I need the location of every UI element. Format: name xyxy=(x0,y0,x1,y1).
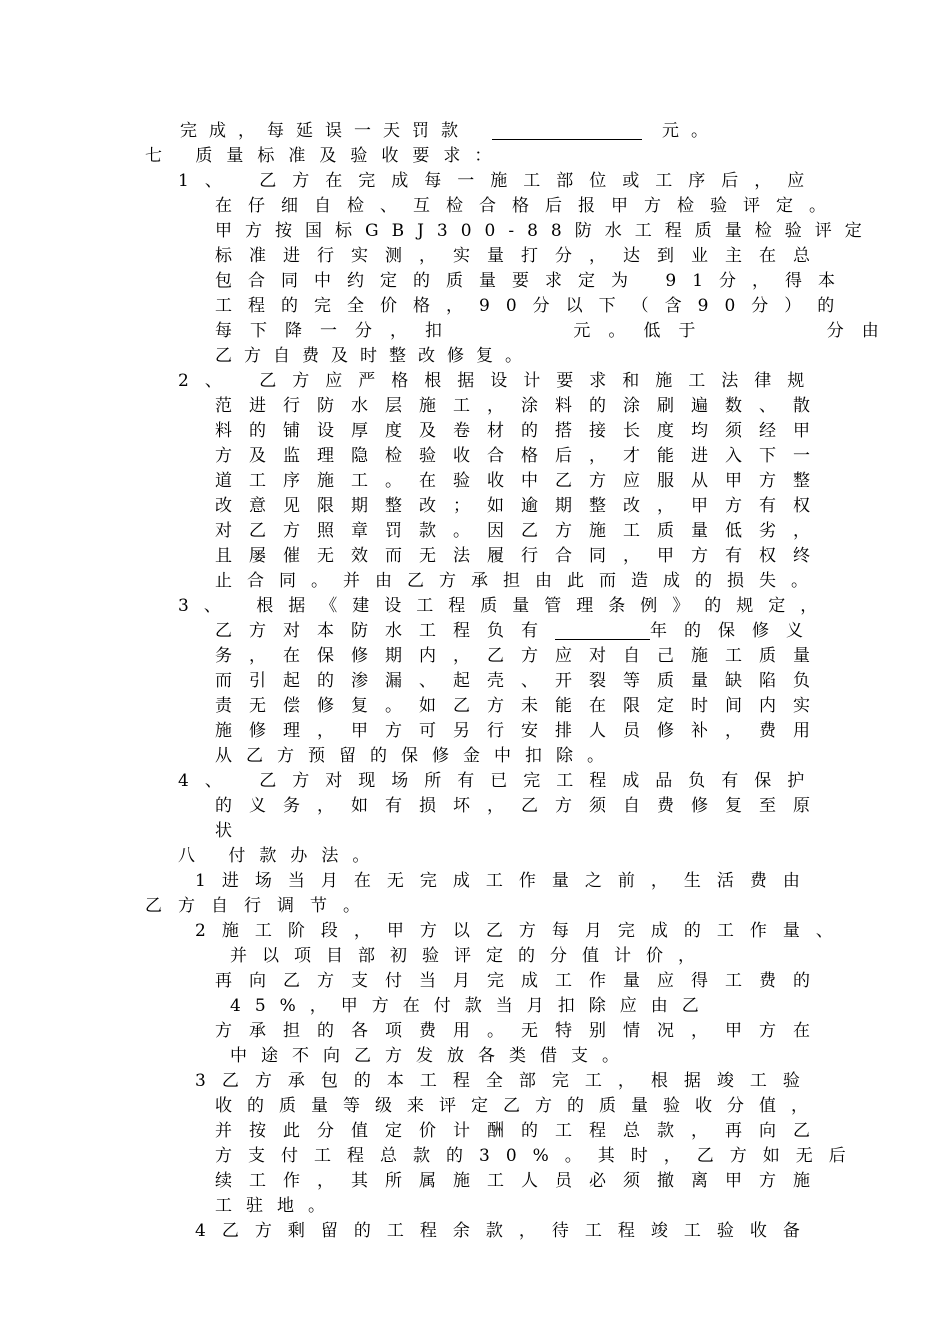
line-text: 且屡催无效而无法履行合同，甲方有权终 xyxy=(215,546,827,566)
line-text: 改意见限期整改；如逾期整改，甲方有权 xyxy=(215,496,827,516)
text-line xyxy=(215,469,827,493)
text-line xyxy=(195,1219,820,1243)
line-text: 每下降一分，扣 元。低于 分由 xyxy=(215,321,897,341)
line-text: 中途不向乙方发放各类借支。 xyxy=(230,1046,633,1066)
line-text: 乙方对本防水工程负有 xyxy=(215,621,555,641)
text-line xyxy=(215,1019,827,1043)
heading-text: 八 付款办法。 xyxy=(178,846,384,866)
text-line xyxy=(215,394,827,418)
text-line xyxy=(215,1169,827,1193)
line-text: 工程的完全价格，90分以下（含90分）的 xyxy=(215,296,851,316)
text-line xyxy=(215,244,827,268)
line-text: 年的保修义 xyxy=(650,621,820,641)
line-text: 4乙方剩留的工程余款，待工程竣工验收备 xyxy=(195,1221,816,1241)
line-text: 对乙方照章罚款。因乙方施工质量低劣， xyxy=(215,521,827,541)
text-line xyxy=(215,194,845,218)
line-text: 2、 乙方应严格根据设计要求和施工法律规 xyxy=(178,371,821,391)
line-text: 3、 根据《建设工程质量管理条例》的规定， xyxy=(178,596,833,616)
text-line xyxy=(178,369,820,393)
fill-blank xyxy=(555,623,650,640)
line-text: 收的质量等级来评定乙方的质量验收分值， xyxy=(215,1096,823,1116)
text-line xyxy=(215,719,827,743)
text-line xyxy=(215,794,827,818)
text-line xyxy=(215,819,232,843)
text-line xyxy=(230,994,713,1018)
line-text: 道工序施工。在验收中乙方应服从甲方整 xyxy=(215,471,827,491)
line-text: 责无偿修复。如乙方未能在限定时间内实 xyxy=(215,696,827,716)
line-text: 方承担的各项费用。无特别情况，甲方在 xyxy=(215,1021,827,1041)
line-text: 的义务，如有损坏，乙方须自费修复至原 xyxy=(215,796,827,816)
line-text: 并以项目部初验评定的分值计价， xyxy=(230,946,710,966)
text-line xyxy=(215,444,827,468)
text-line xyxy=(145,894,376,918)
text-line xyxy=(195,869,820,893)
text-line xyxy=(215,344,534,368)
text-line xyxy=(230,1044,633,1068)
line-text: 完成，每延误一天罚款 xyxy=(180,121,470,141)
line-text: 工驻地。 xyxy=(215,1196,339,1216)
line-text: 并按此分值定价计酬的工程总款，再向乙 xyxy=(215,1121,827,1141)
line-text: 标准进行实测，实量打分，达到业主在总 xyxy=(215,246,827,266)
text-line xyxy=(180,119,720,143)
text-line xyxy=(178,769,820,793)
text-line xyxy=(215,1194,339,1218)
text-line xyxy=(215,619,820,643)
text-line xyxy=(215,494,827,518)
text-line xyxy=(215,519,827,543)
line-text: 45%，甲方在付款当月扣除应由乙 xyxy=(230,996,713,1016)
line-text: 务，在保修期内，乙方应对自己施工质量 xyxy=(215,646,827,666)
line-text: 再向乙方支付当月完成工作量应得工费的 xyxy=(215,971,827,991)
text-line xyxy=(178,594,843,618)
line-text: 1进场当月在无完成工作量之前，生活费由 xyxy=(195,871,816,891)
text-line xyxy=(195,1069,820,1093)
section-heading xyxy=(145,144,505,168)
line-text: 2施工阶段，甲方以乙方每月完成的工作量、 xyxy=(195,921,849,941)
text-line xyxy=(215,544,827,568)
text-line xyxy=(215,269,852,293)
line-text: 乙方自费及时整改修复。 xyxy=(215,346,534,366)
text-line xyxy=(215,1144,862,1168)
line-text: 包合同中约定的质量要求定为 91分，得本 xyxy=(215,271,852,291)
line-text: 元。 xyxy=(662,121,720,141)
line-text: 方及监理隐检验收合格后，才能进入下一 xyxy=(215,446,827,466)
line-text: 料的铺设厚度及卷材的搭接长度均须经甲 xyxy=(215,421,827,441)
text-line xyxy=(195,919,849,943)
text-line xyxy=(215,969,827,993)
text-line xyxy=(215,1094,843,1118)
text-line xyxy=(230,944,710,968)
text-line xyxy=(215,569,840,593)
text-line xyxy=(178,169,820,193)
text-line xyxy=(215,744,618,768)
line-text: 1、 乙方在完成每一施工部位或工序后，应 xyxy=(178,171,821,191)
text-line xyxy=(215,694,827,718)
line-text: 3乙方承包的本工程全部完工，根据竣工验 xyxy=(195,1071,816,1091)
line-text: 从乙方预留的保修金中扣除。 xyxy=(215,746,618,766)
section-heading xyxy=(178,844,383,868)
line-text: 止合同。并由乙方承担由此而造成的损失。 xyxy=(215,571,823,591)
heading-text: 七 质量标准及验收要求： xyxy=(145,146,506,166)
text-line xyxy=(215,669,827,693)
line-text: 在仔细自检、互检合格后报甲方检验评定。 xyxy=(215,196,842,216)
fill-blank xyxy=(492,123,642,140)
text-line xyxy=(215,294,851,318)
line-text: 状 xyxy=(215,821,232,841)
line-text: 甲方按国标GBJ300-88防水工程质量检验评定 xyxy=(215,221,875,241)
line-text: 方支付工程总款的30%。其时，乙方如无后 xyxy=(215,1146,862,1166)
text-line xyxy=(215,419,827,443)
text-line xyxy=(215,1119,827,1143)
line-text: 范进行防水层施工，涂料的涂刷遍数、散 xyxy=(215,396,827,416)
line-text: 乙方自行调节。 xyxy=(145,896,376,916)
text-line xyxy=(215,319,897,343)
line-text: 续工作，其所属施工人员必须撤离甲方施 xyxy=(215,1171,827,1191)
line-text: 4、 乙方对现场所有已完工程成品负有保护 xyxy=(178,771,821,791)
line-text: 而引起的渗漏、起壳、开裂等质量缺陷负 xyxy=(215,671,827,691)
text-line xyxy=(215,219,875,243)
line-text: 施修理，甲方可另行安排人员修补，费用 xyxy=(215,721,827,741)
text-line xyxy=(215,644,827,668)
